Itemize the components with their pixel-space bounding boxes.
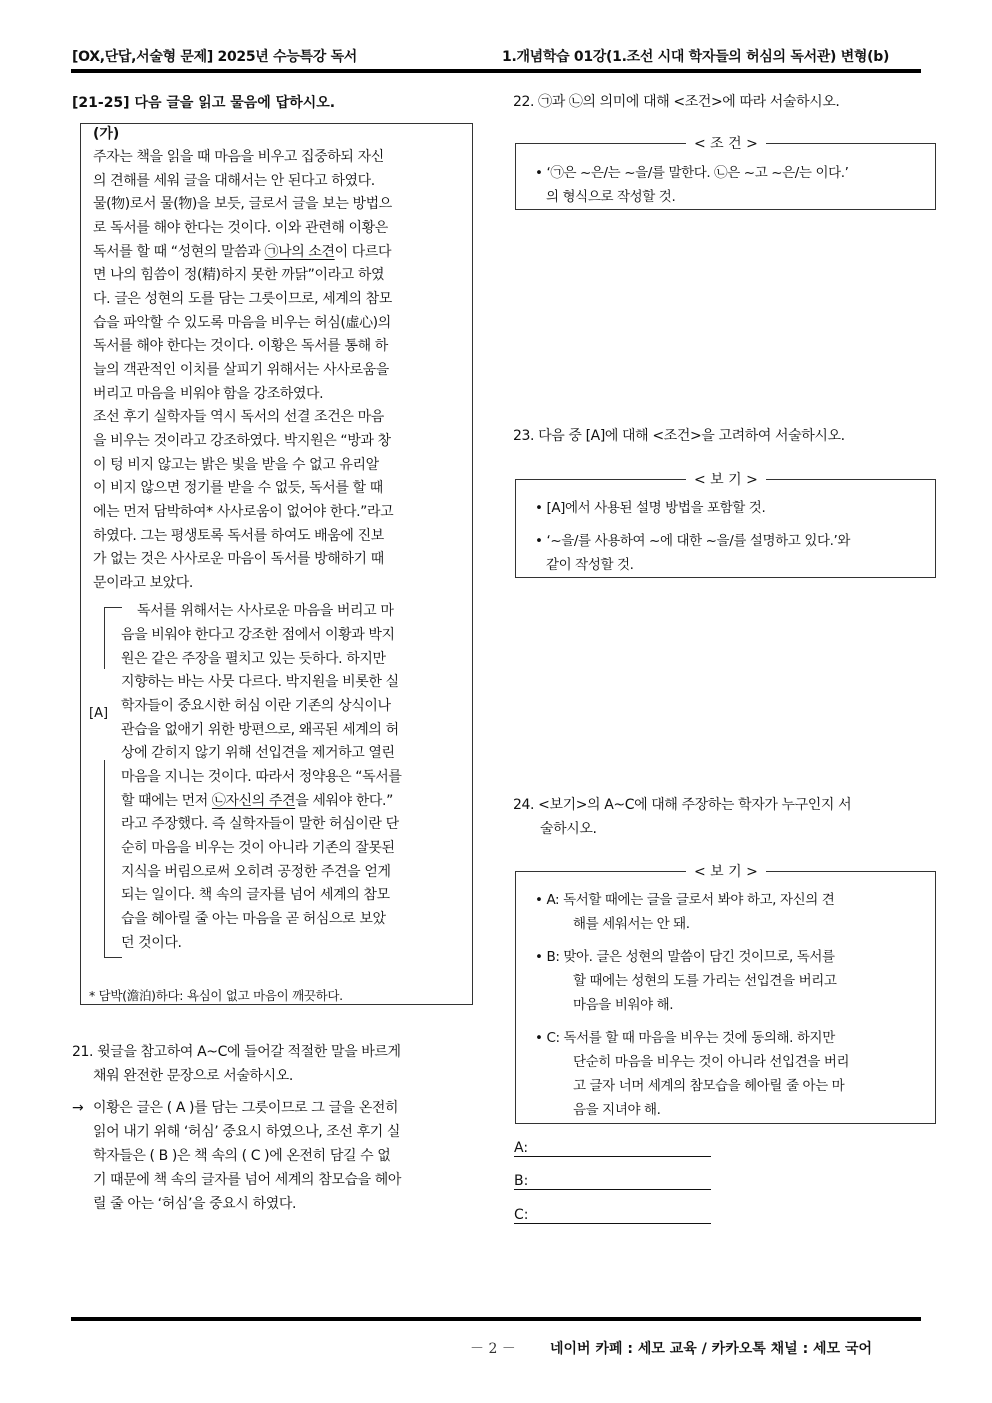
a-line: 던 것이다. (121, 935, 182, 951)
bracket-a-label: [A] (89, 706, 109, 721)
passage-line: 물(物)로서 물(物)을 보듯, 글로서 글을 보는 방법으 (93, 196, 392, 212)
a-line: 원은 같은 주장을 펼치고 있는 듯하다. 하지만 (121, 651, 386, 667)
section-title: [21-25] 다음 글을 읽고 물음에 답하시오. (72, 95, 336, 111)
a-line: 습을 헤아릴 줄 아는 마음을 곧 허심으로 보았 (121, 911, 386, 927)
passage-line: 이 텅 비지 않고는 밝은 빛을 받을 수 없고 유리알 (93, 457, 379, 473)
a-line: 할 때에는 먼저 ㉡자신의 주견을 세워야 한다.” (121, 793, 393, 809)
passage-line: 에는 먼저 담박하여* 사사로움이 없어야 한다.”라고 (93, 504, 394, 520)
q21-answer-line: 릴 줄 아는 ‘허심’을 중요시 하였다. (93, 1196, 297, 1212)
answer-blank-a[interactable] (514, 1156, 711, 1157)
header-rule (71, 69, 921, 73)
q24-item-a: 해를 세워서는 안 돼. (573, 916, 690, 932)
a-line: 관습을 없애기 위한 방편으로, 왜곡된 세계의 허 (121, 722, 399, 738)
a-line: 라고 주장했다. 즉 실학자들이 말한 허심이란 단 (121, 816, 399, 832)
bracket-a-upper (104, 607, 105, 669)
q22-stem: 22. ㉠과 ㉡의 의미에 대해 <조건>에 따라 서술하시오. (513, 94, 840, 110)
a-line: 되는 일이다. 책 속의 글자를 넘어 세계의 참모 (121, 887, 390, 903)
footer-rule (71, 1317, 921, 1321)
header-right: 1.개념학습 01강(1.조선 시대 학자들의 허심의 독서관) 변형(b) (502, 49, 890, 65)
footnote: * 담박(澹泊)하다: 욕심이 없고 마음이 깨끗하다. (89, 988, 343, 1003)
passage-line: 로 독서를 해야 한다는 것이다. 이와 관련해 이황은 (93, 220, 388, 236)
q21-stem: 21. 윗글을 참고하여 A~C에 들어갈 적절한 말을 바르게 (72, 1044, 401, 1060)
q23-condition: • ‘~을/를 사용하여 ~에 대한 ~을/를 설명하고 있다.’와 (535, 533, 851, 549)
q24-item-b: • B: 맞아. 글은 성현의 말씀이 담긴 것이므로, 독서를 (535, 949, 835, 965)
a-line: 지향하는 바는 사뭇 다르다. 박지원을 비롯한 실 (121, 674, 399, 690)
arrow-icon: → (72, 1100, 84, 1116)
passage-label: (가) (93, 126, 120, 142)
passage-line: 가 없는 것은 사사로운 마음이 독서를 방해하기 때 (93, 551, 384, 567)
q24-item-b: 할 때에는 성현의 도를 가리는 선입견을 버리고 (573, 973, 837, 989)
q23-stem: 23. 다음 중 [A]에 대해 <조건>을 고려하여 서술하시오. (513, 428, 845, 444)
a-line: 마음을 지니는 것이다. 따라서 정약용은 “독서를 (121, 769, 402, 785)
q24-item-c: 단순히 마음을 비우는 것이 아니라 선입견을 버리 (573, 1054, 850, 1070)
q21-answer-line: 이황은 글은 ( A )를 담는 그릇이므로 그 글을 온전히 (93, 1100, 399, 1116)
header-left: [OX,단답,서술형 문제] 2025년 수능특강 독서 (72, 49, 358, 65)
a-line: 순히 마음을 비우는 것이 아니라 기존의 잘못된 (121, 840, 395, 856)
passage-line: 면 나의 힘씀이 정(精)하지 못한 까닭”이라고 하였 (93, 267, 385, 283)
q24-item-b: 마음을 비워야 해. (573, 997, 674, 1013)
q21-answer-line: 기 때문에 책 속의 글자를 넘어 세계의 참모습을 헤아 (93, 1172, 402, 1188)
q24-stem: 술하시오. (540, 821, 597, 837)
ref-2: ㉡자신의 주견 (211, 793, 296, 809)
ref-1: ㉠나의 소견 (264, 244, 335, 260)
passage-line: 문이라고 보았다. (93, 575, 193, 591)
q23-box-title: < 보 기 > (686, 469, 766, 489)
q21-answer-line: 학자들은 ( B )은 책 속의 ( C )에 온전히 담길 수 없 (93, 1148, 391, 1164)
q21-stem: 채워 완전한 문장으로 서술하시오. (93, 1068, 293, 1084)
q24-item-c: 음을 지녀야 해. (573, 1102, 661, 1118)
answer-label-c: C: (514, 1207, 529, 1223)
q22-condition: 의 형식으로 작성할 것. (546, 189, 676, 205)
answer-blank-b[interactable] (514, 1189, 711, 1190)
passage-line: 조선 후기 실학자들 역시 독서의 선결 조건은 마음 (93, 409, 384, 425)
q22-box-title: < 조 건 > (686, 133, 766, 153)
passage-line: 습을 파악할 수 있도록 마음을 비우는 허심(虛心)의 (93, 315, 391, 331)
q24-item-c: • C: 독서를 할 때 마음을 비우는 것에 동의해. 하지만 (535, 1030, 835, 1046)
q24-item-c: 고 글자 너머 세계의 참모습을 헤아릴 줄 아는 마 (573, 1078, 845, 1094)
passage-line: 독서를 할 때 “성현의 말씀과 ㉠나의 소견이 다르다 (93, 244, 392, 260)
q23-condition: 같이 작성할 것. (546, 557, 634, 573)
a-line: 독서를 위해서는 사사로운 마음을 버리고 마 (137, 603, 394, 619)
passage-line: 의 견해를 세워 글을 대해서는 안 된다고 하였다. (93, 173, 375, 189)
a-line: 음을 비워야 한다고 강조한 점에서 이황과 박지 (121, 627, 395, 643)
bracket-a-bottom (104, 957, 122, 958)
a-line: 상에 갇히지 않기 위해 선입견을 제거하고 열린 (121, 745, 395, 761)
q22-condition: • ‘㉠은 ~은/는 ~을/를 말한다. ㉡은 ~고 ~은/는 이다.’ (535, 165, 849, 181)
answer-blank-c[interactable] (514, 1223, 711, 1224)
passage-line: 을 비우는 것이라고 강조하였다. 박지원은 “방과 창 (93, 433, 391, 449)
bracket-a-top (104, 607, 122, 608)
a-line: 지식을 버림으로써 오히려 공정한 주견을 얻게 (121, 864, 391, 880)
q24-item-a: • A: 독서할 때에는 글을 글로서 봐야 하고, 자신의 견 (535, 892, 835, 908)
page-number: － 2 － (470, 1341, 516, 1357)
passage-line: 독서를 해야 한다는 것이다. 이황은 독서를 통해 하 (93, 338, 388, 354)
passage-line: 하였다. 그는 평생토록 독서를 하여도 배움에 진보 (93, 528, 384, 544)
q24-box-title: < 보 기 > (686, 861, 766, 881)
passage-line: 주자는 책을 읽을 때 마음을 비우고 집중하되 자신 (93, 149, 384, 165)
passage-line: 이 비지 않으면 정기를 받을 수 없듯, 독서를 할 때 (93, 480, 383, 496)
a-line: 학자들이 중요시한 허심 이란 기존의 상식이나 (121, 698, 391, 714)
answer-label-b: B: (514, 1173, 529, 1189)
passage-line: 늘의 객관적인 이치를 살피기 위해서는 사사로움을 (93, 362, 389, 378)
bracket-a-lower (104, 760, 105, 958)
q24-stem: 24. <보기>의 A~C에 대해 주장하는 학자가 누구인지 서 (513, 797, 852, 813)
q23-condition: • [A]에서 사용된 설명 방법을 포함할 것. (535, 500, 766, 516)
q21-answer-line: 읽어 내기 위해 ‘허심’ 중요시 하였으나, 조선 후기 실 (93, 1124, 401, 1140)
footer-text: 네이버 카페 : 세모 교육 / 카카오톡 채널 : 세모 국어 (550, 1341, 873, 1357)
answer-label-a: A: (514, 1140, 529, 1156)
passage-line: 다. 글은 성현의 도를 담는 그릇이므로, 세계의 참모 (93, 291, 392, 307)
passage-line: 버리고 마음을 비워야 함을 강조하였다. (93, 386, 324, 402)
